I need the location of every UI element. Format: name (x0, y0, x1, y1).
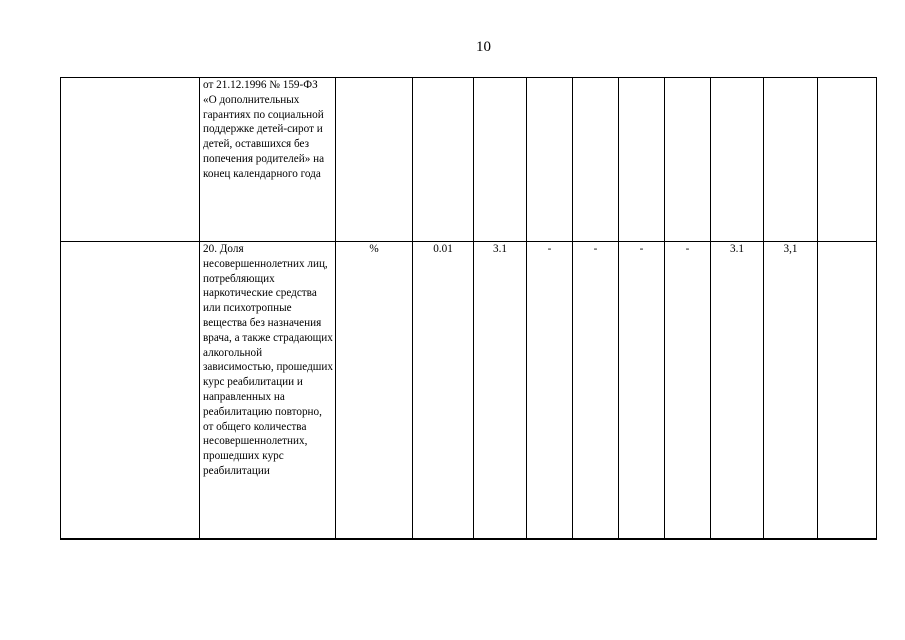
value-cell (818, 78, 877, 242)
value-cell (711, 78, 764, 242)
value-cell (818, 242, 877, 540)
value-cell: - (619, 242, 665, 540)
indicator-name-cell: от 21.12.1996 № 159-ФЗ «О дополнительных гарантиях по социальной поддержке детей-сирот и детей, оставшихся без попечения родителей» на конец календарного года (200, 78, 336, 242)
value-cell: - (573, 242, 619, 540)
unit-cell (336, 78, 413, 242)
value-cell (413, 78, 474, 242)
value-cell (474, 78, 527, 242)
table-cell-empty (61, 242, 200, 540)
unit-cell: % (336, 242, 413, 540)
value-cell: - (527, 242, 573, 540)
value-cell: 0.01 (413, 242, 474, 540)
indicator-name-cell: 20. Доля несовершеннолетних лиц, потребляющих наркотические средства или психотропные вещества без назначения врача, а также страдающих алкогольной зависимостью, прошедших курс реабилитации и направленных на реабилитацию повторно, от общего количества несовершеннолетних, прошедших курс реабилитации (200, 242, 336, 540)
table-cell-empty (61, 78, 200, 242)
value-cell (764, 78, 818, 242)
indicator-table (60, 77, 877, 540)
value-cell (665, 78, 711, 242)
value-cell (527, 78, 573, 242)
page-number: 10 (476, 39, 491, 55)
table-row (61, 242, 877, 540)
value-cell: 3.1 (474, 242, 527, 540)
value-cell (573, 78, 619, 242)
table-row (61, 78, 877, 242)
value-cell: 3.1 (711, 242, 764, 540)
value-cell: - (665, 242, 711, 540)
value-cell (619, 78, 665, 242)
value-cell: 3,1 (764, 242, 818, 540)
